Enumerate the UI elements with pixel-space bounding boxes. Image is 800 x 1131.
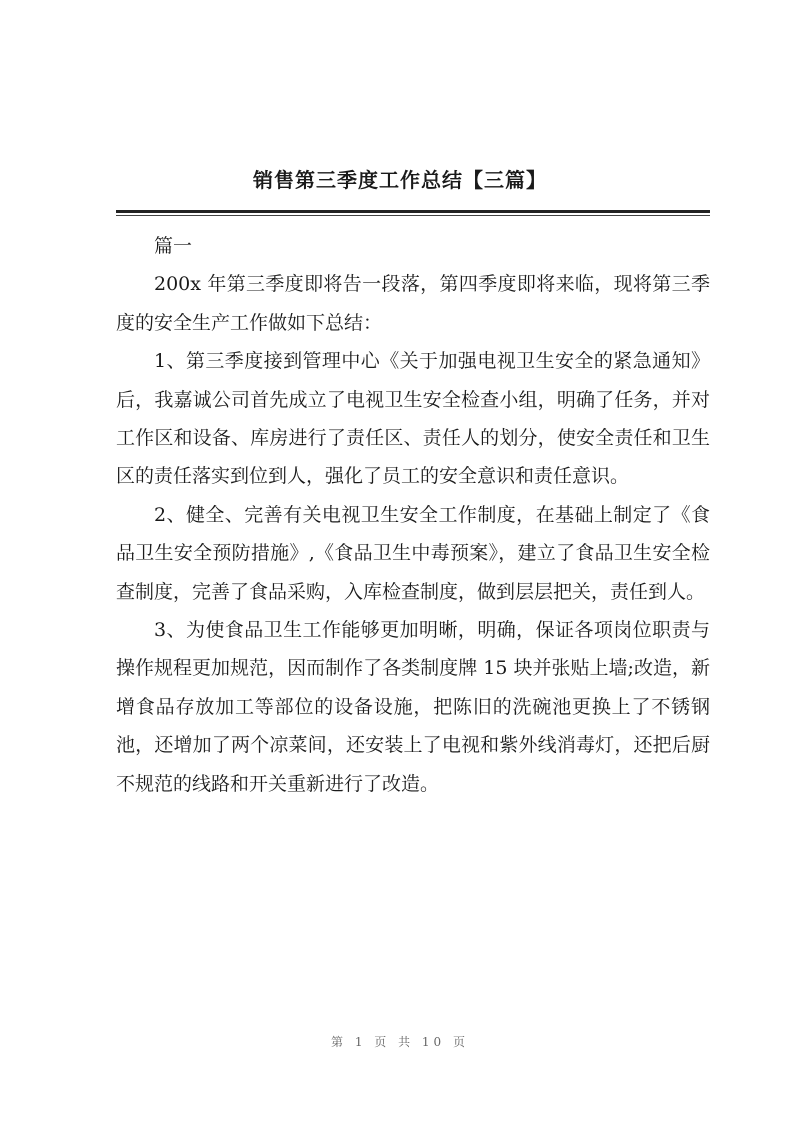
title-divider <box>116 210 710 213</box>
paragraph-item-1: 1、第三季度接到管理中心《关于加强电视卫生安全的紧急通知》后，我嘉诚公司首先成立了电视卫生安全检查小组，明确了任务，并对工作区和设备、库房进行了责任区、责任人的划分，使安全责任和卫生区的责任落实到位到人，强化了员工的安全意识和责任意识。 <box>116 350 710 488</box>
intro-paragraph: 200x 年第三季度即将告一段落，第四季度即将来临，现将第三季度的安全生产工作做如下总结： <box>116 273 710 334</box>
section-heading: 篇一 <box>154 235 193 257</box>
document-body <box>116 227 710 803</box>
paragraph-item-2: 2、健全、完善有关电视卫生安全工作制度，在基础上制定了《食品卫生安全预防措施》,《食品卫生中毒预案》，建立了食品卫生安全检查制度，完善了食品采购，入库检查制度，做到层层把关，责任到人。 <box>116 503 710 603</box>
page-title: 销售第三季度工作总结【三篇】 <box>253 168 547 192</box>
page-number-footer: 第 1 页 共 10 页 <box>331 1035 469 1049</box>
paragraph-item-3: 3、为使食品卫生工作能够更加明晰，明确，保证各项岗位职责与操作规程更加规范，因而制作了各类制度牌 15 块并张贴上墙;改造，新增食品存放加工等部位的设备设施，把陈旧的洗碗池更换上了不锈钢池，还增加了两个凉菜间，还安装上了电视和紫外线消毒灯，还把后厨不规范的线路和开关重新进行了改造。 <box>116 619 710 795</box>
